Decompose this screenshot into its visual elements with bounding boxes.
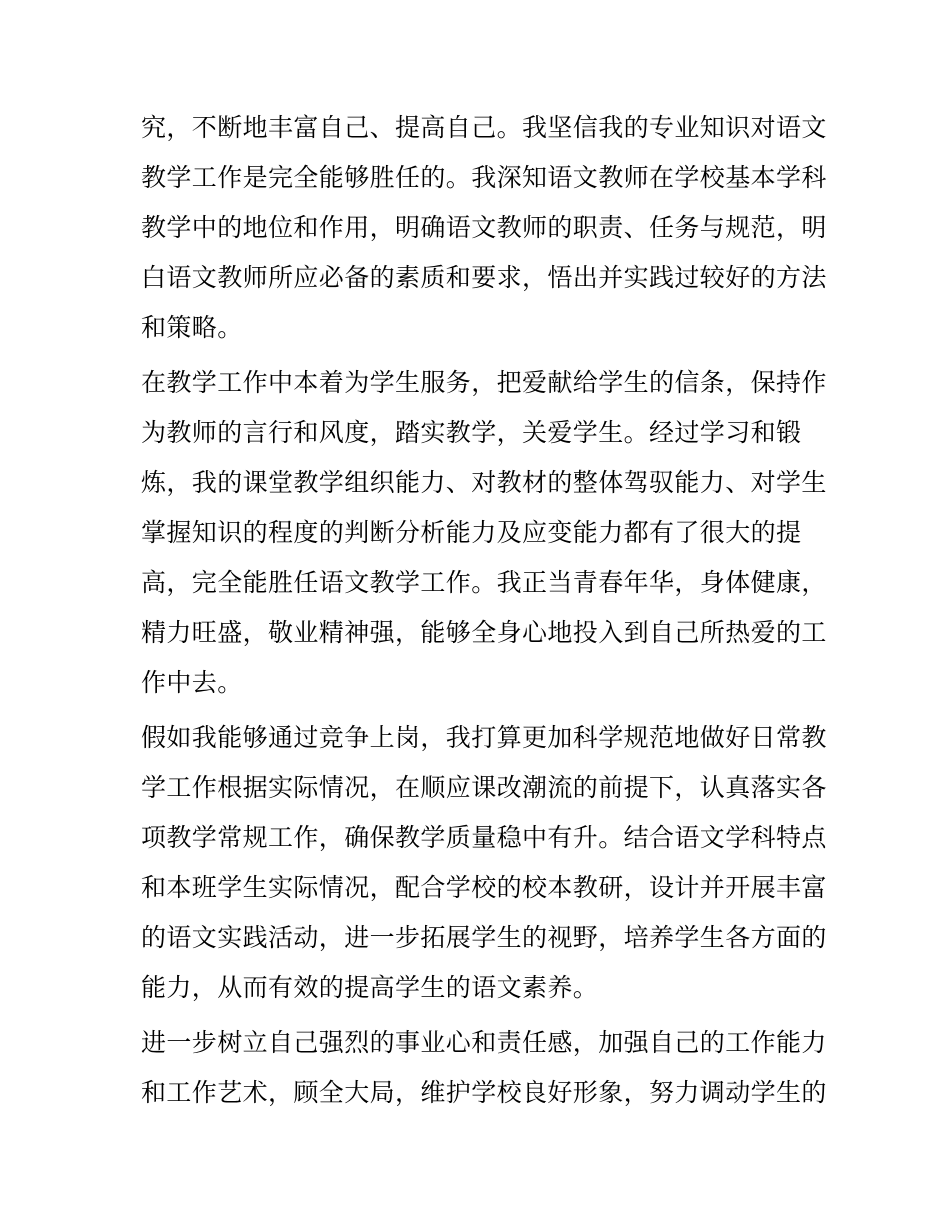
text-line: 学工作根据实际情况，在顺应课改潮流的前提下，认真落实各 <box>141 773 827 802</box>
text-line: 白语文教师所应必备的素质和要求，悟出并实践过较好的方法 <box>141 263 827 292</box>
text-line: 进一步树立自己强烈的事业心和责任感，加强自己的工作能力 <box>141 1028 827 1057</box>
text-line: 能力，从而有效的提高学生的语文素养。 <box>141 973 599 1002</box>
text-line: 教学中的地位和作用，明确语文教师的职责、任务与规范，明 <box>141 213 827 242</box>
text-line: 为教师的言行和风度，踏实教学，关爱学生。经过学习和锻 <box>141 418 802 447</box>
text-line: 教学工作是完全能够胜任的。我深知语文教师在学校基本学科 <box>141 163 827 192</box>
text-line: 和工作艺术，顾全大局，维护学校良好形象，努力调动学生的 <box>141 1078 827 1107</box>
text-line: 炼，我的课堂教学组织能力、对教材的整体驾驭能力、对学生 <box>141 468 827 497</box>
text-line: 掌握知识的程度的判断分析能力及应变能力都有了很大的提 <box>141 518 802 547</box>
text-line: 假如我能够通过竞争上岗，我打算更加科学规范地做好日常教 <box>141 723 827 752</box>
text-line: 高，完全能胜任语文教学工作。我正当青春年华，身体健康， <box>141 568 827 597</box>
text-line: 和策略。 <box>141 313 243 342</box>
text-line: 项教学常规工作，确保教学质量稳中有升。结合语文学科特点 <box>141 823 827 852</box>
text-line: 和本班学生实际情况，配合学校的校本教研，设计并开展丰富 <box>141 873 827 902</box>
text-line: 究，不断地丰富自己、提高自己。我坚信我的专业知识对语文 <box>141 113 827 142</box>
text-line: 在教学工作中本着为学生服务，把爱献给学生的信条，保持作 <box>141 368 827 397</box>
text-line: 精力旺盛，敬业精神强，能够全身心地投入到自己所热爱的工 <box>141 618 827 647</box>
text-line: 作中去。 <box>141 668 243 697</box>
text-line: 的语文实践活动，进一步拓展学生的视野，培养学生各方面的 <box>141 923 827 952</box>
